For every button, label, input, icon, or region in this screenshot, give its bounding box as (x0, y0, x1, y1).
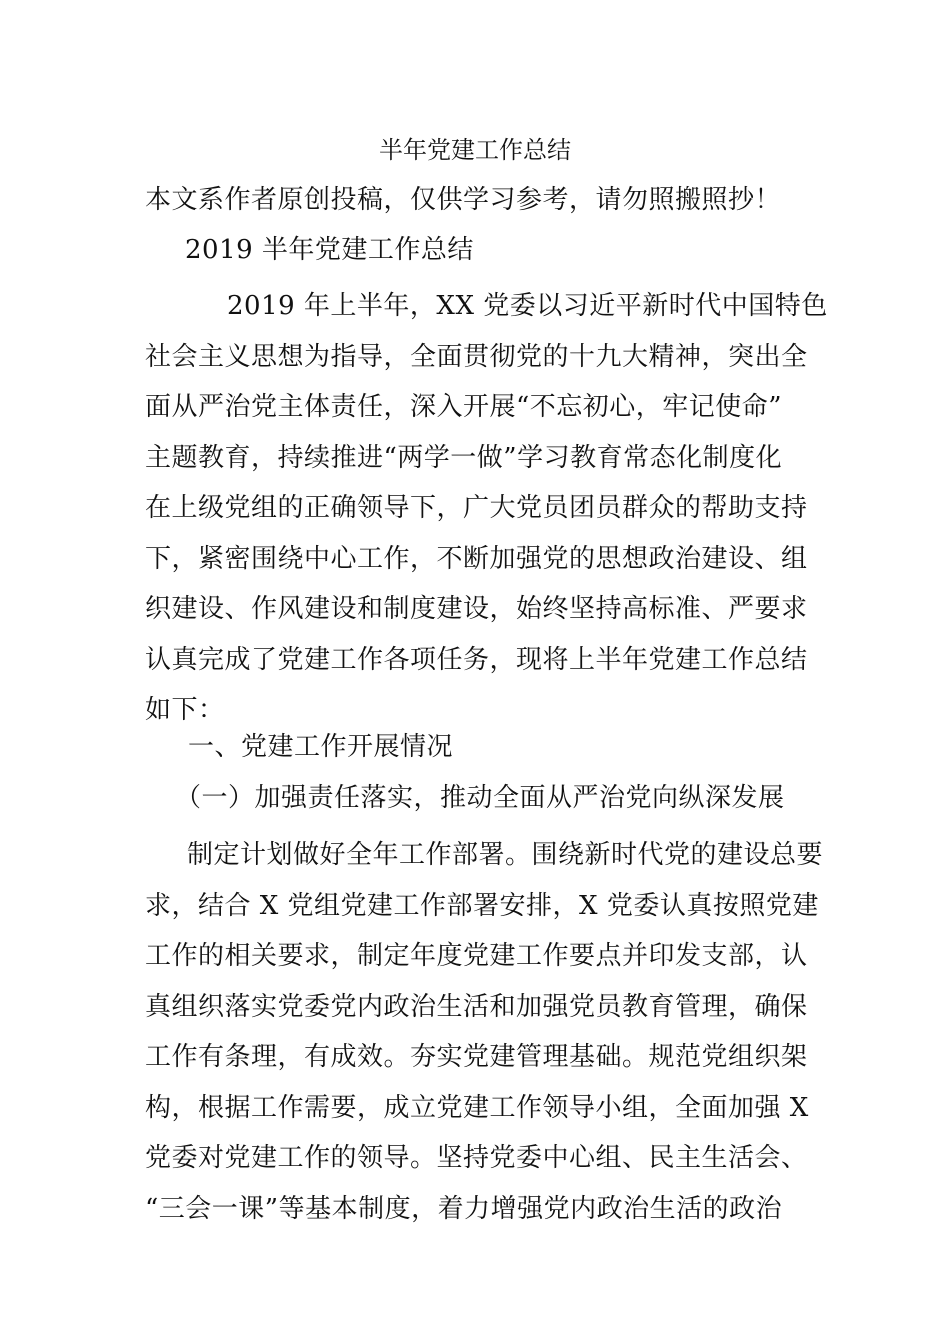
paragraph-line: 认真完成了党建工作各项任务，现将上半年党建工作总结 (145, 644, 808, 675)
paragraph-line: 织建设、作风建设和制度建设，始终坚持高标准、严要求 (145, 594, 808, 624)
paragraph-line: 下，紧密围绕中心工作，不断加强党的思想政治建设、组 (145, 543, 808, 574)
paragraph-line: 如下： (145, 695, 225, 725)
paragraph-line: 制定计划做好全年工作部署。围绕新时代党的建设总要 (187, 840, 824, 870)
document-title: 半年党建工作总结 (379, 136, 571, 164)
body-paragraph (145, 830, 824, 1234)
paragraph-line: 2019 年上半年，XX 党委以习近平新时代中国特色 (227, 291, 828, 321)
copyright-notice: 本文系作者原创投稿，仅供学习参考，请勿照搬照抄！ (145, 185, 782, 215)
paragraph-line: 在上级党组的正确领导下，广大党员团员群众的帮助支持 (145, 493, 808, 523)
paragraph-line: 工作有条理，有成效。夯实党建管理基础。规范党组织架 (145, 1042, 808, 1072)
paragraph-line: “三会一课”等基本制度，着力增强党内政治生活的政治 (145, 1193, 783, 1224)
paragraph-line: 主题教育，持续推进“两学一做”学习教育常态化制度化 (145, 442, 783, 473)
paragraph-line: 党委对党建工作的领导。坚持党委中心组、民主生活会、 (145, 1143, 808, 1173)
section-heading: 一、党建工作开展情况 (188, 732, 454, 762)
paragraph-line: 构，根据工作需要，成立党建工作领导小组，全面加强 X (145, 1092, 809, 1123)
paragraph-line: 工作的相关要求，制定年度党建工作要点并印发支部，认 (145, 941, 808, 971)
paragraph-line: 社会主义思想为指导，全面贯彻党的十九大精神，突出全 (145, 341, 808, 372)
paragraph-line: 求，结合 X 党组党建工作部署安排，X 党委认真按照党建 (145, 890, 819, 921)
paragraph-line: 真组织落实党委党内政治生活和加强党员教育管理，确保 (145, 991, 808, 1022)
subsection-heading: （一）加强责任落实，推动全面从严治党向纵深发展 (175, 783, 785, 813)
intro-paragraph (145, 281, 828, 736)
document-subtitle: 2019 半年党建工作总结 (185, 235, 474, 265)
paragraph-line: 面从严治党主体责任，深入开展“不忘初心，牢记使命” (145, 392, 783, 422)
